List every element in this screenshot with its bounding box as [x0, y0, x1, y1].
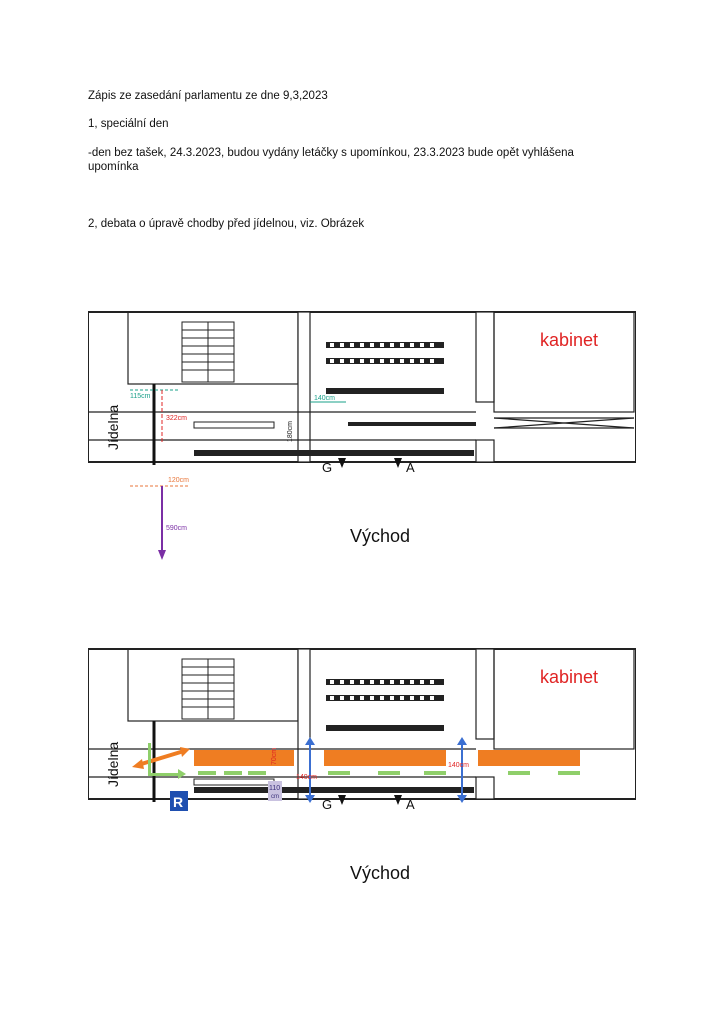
- dim-140-left: 140cm: [296, 774, 318, 781]
- dim-120: 120cm: [168, 477, 190, 484]
- item-1-detail: [88, 146, 648, 174]
- door-a-label: A: [406, 797, 415, 812]
- stairs: [182, 322, 234, 382]
- door-a-label: A: [406, 460, 415, 475]
- parking-sign-letter: R: [173, 794, 184, 810]
- item-2-heading: 2, debata o úpravě chodby před jídelnou, viz. Obrázek: [88, 218, 365, 230]
- dim-140: 140cm: [314, 395, 336, 402]
- dim-322: 322cm: [166, 415, 188, 422]
- east-exit-label: Východ: [350, 863, 411, 883]
- dim-590: 590cm: [166, 525, 188, 532]
- east-exit-label: Východ: [350, 526, 411, 546]
- door-g-label: G: [322, 797, 333, 812]
- dining-label: Jídelna: [105, 741, 121, 787]
- door-g-label: G: [322, 460, 333, 475]
- dim-110-unit: cm: [271, 794, 279, 800]
- room-label-kabinet: kabinet: [540, 667, 599, 687]
- dining-label: Jídelna: [105, 404, 121, 450]
- item-1-heading: 1, speciální den: [88, 118, 169, 130]
- dim-180: 180cm: [287, 420, 294, 442]
- floor-plan-current: [88, 310, 636, 570]
- dim-110: 110: [269, 785, 281, 792]
- dim-70: 70cm: [271, 747, 278, 765]
- item-1-detail-line-1: -den bez tašek, 24.3.2023, budou vydány letáčky s upomínkou, 23.3.2023 bude opět vyhlášena: [88, 147, 574, 159]
- dim-115: 115cm: [130, 393, 151, 400]
- item-1-detail-line-2: upomínka: [88, 161, 139, 173]
- floor-plan-proposed: [88, 647, 636, 907]
- document-title: Zápis ze zasedání parlamentu ze dne 9,3,2023: [88, 90, 328, 102]
- room-label-kabinet: kabinet: [540, 330, 599, 350]
- proposed-locker-strip: [194, 747, 580, 766]
- dim-140-right: 140cm: [448, 762, 470, 769]
